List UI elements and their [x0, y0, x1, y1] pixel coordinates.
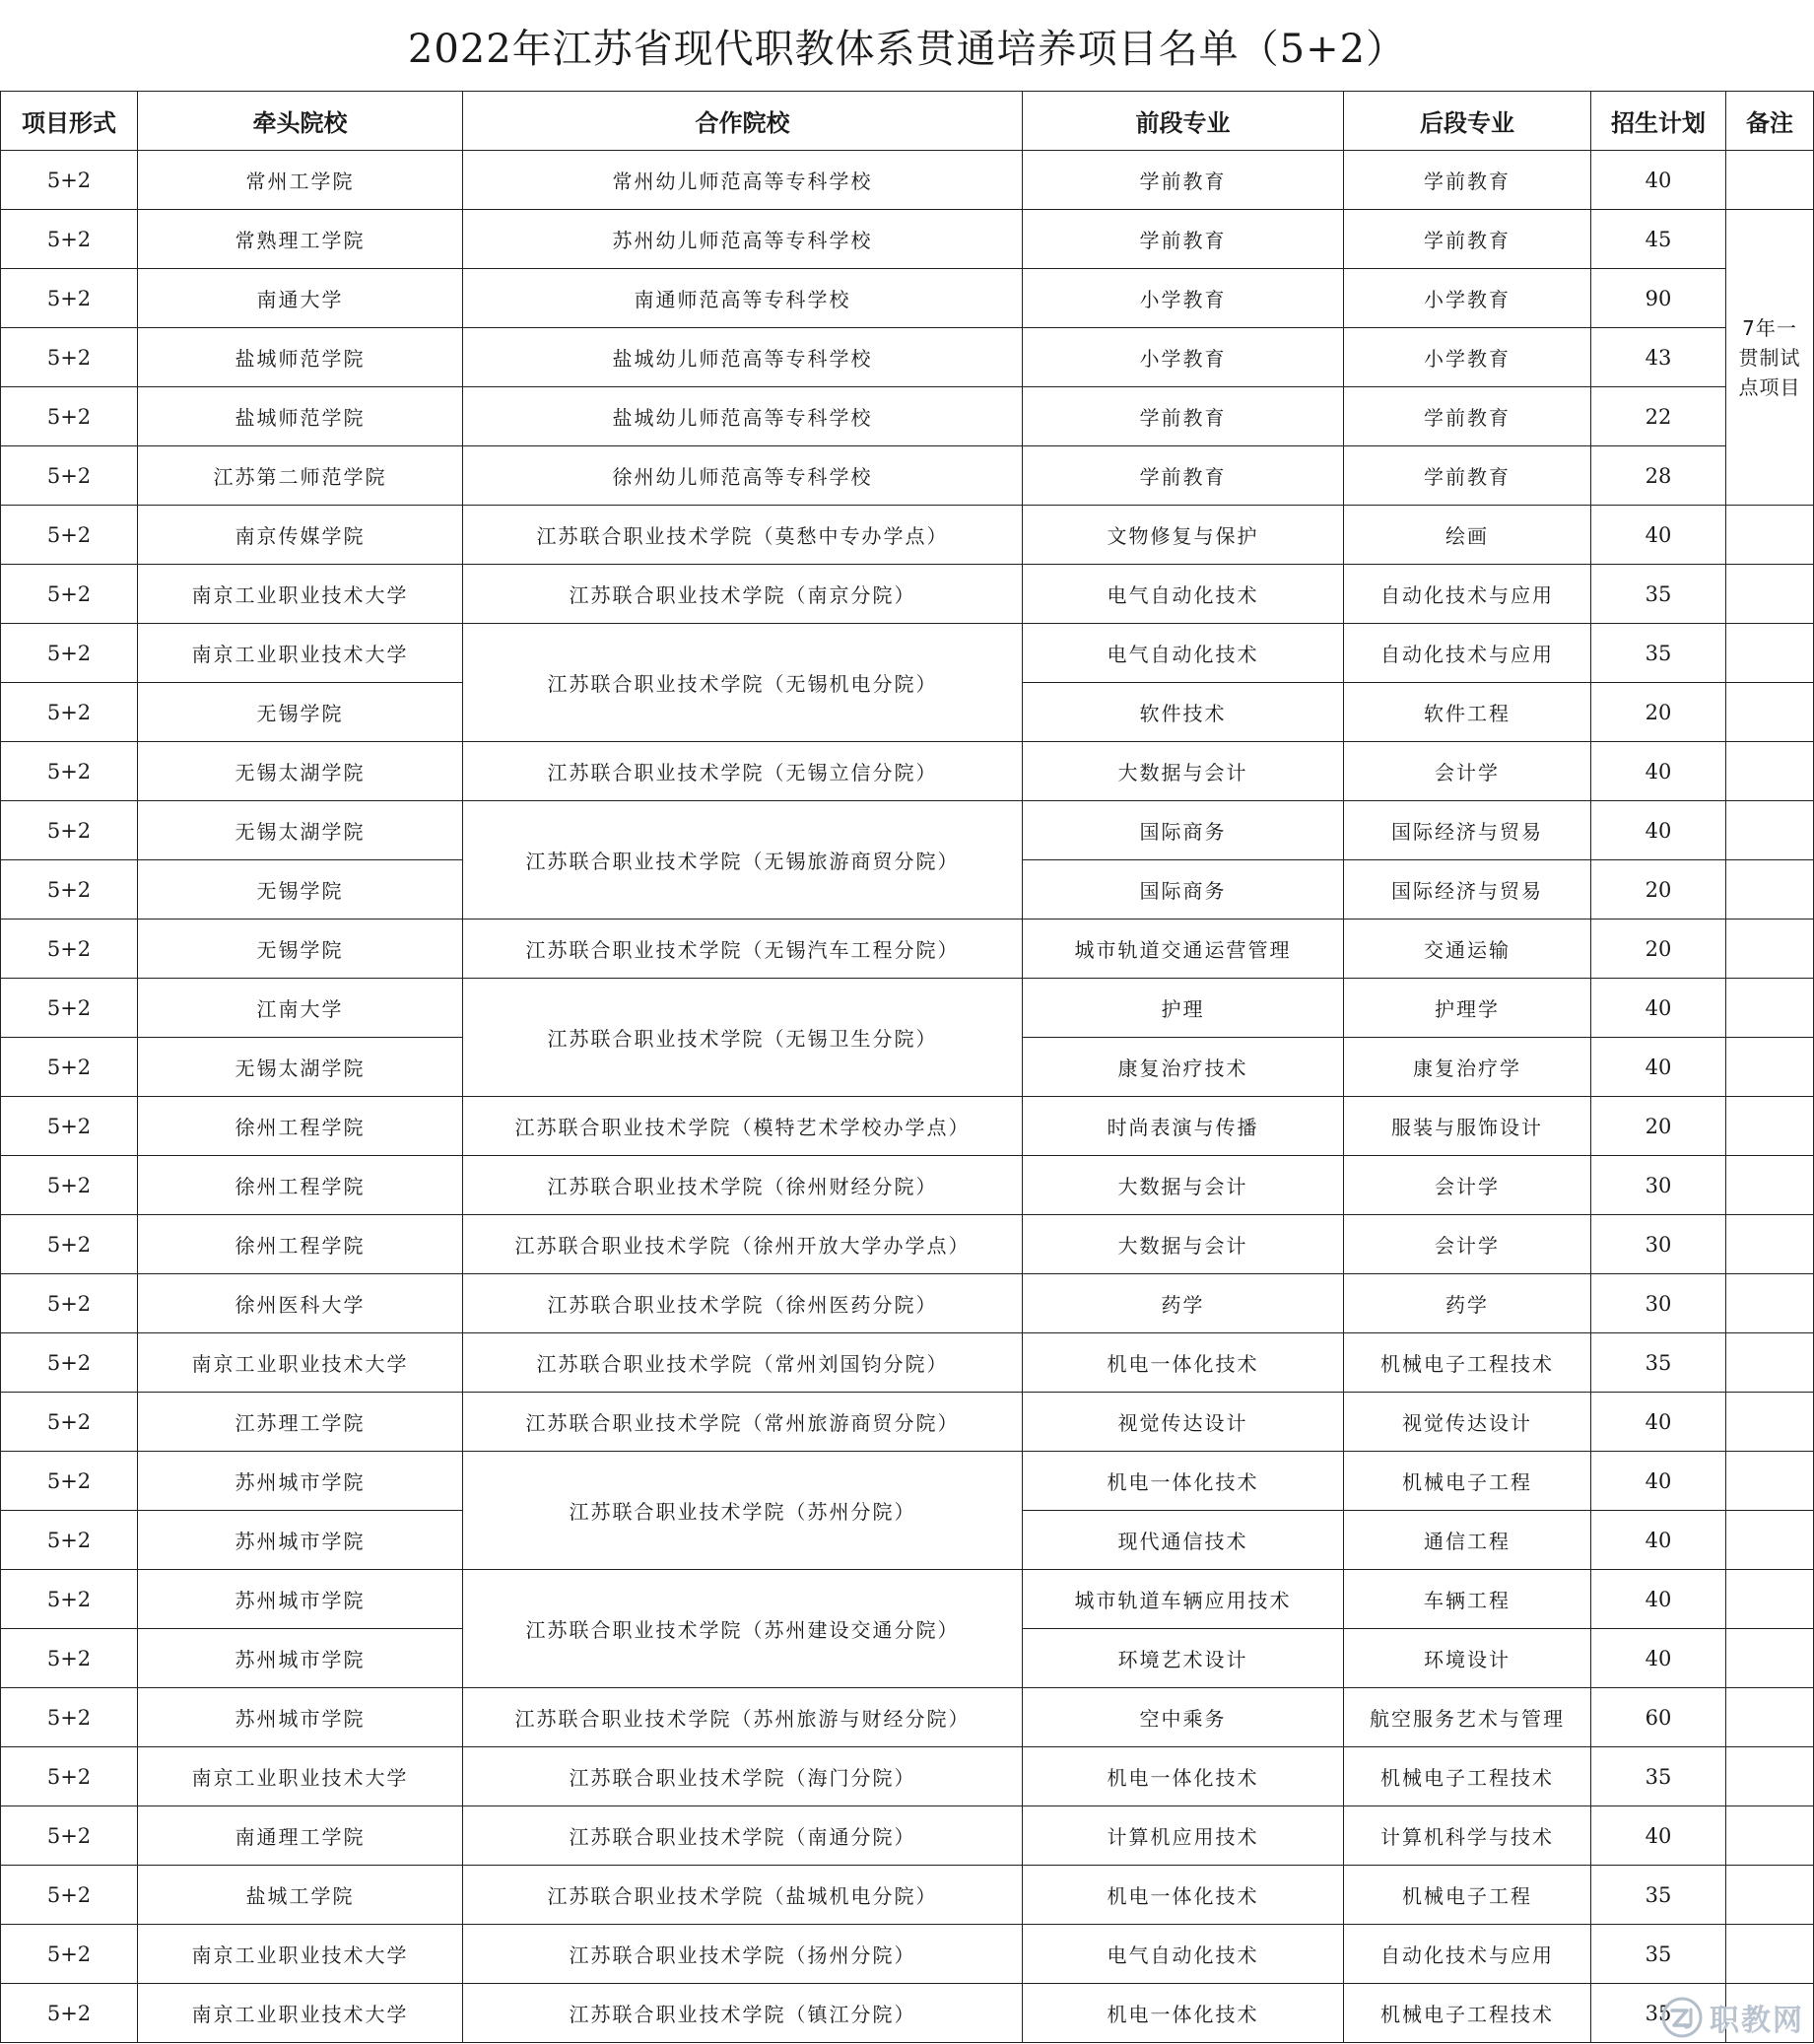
cell-enrollment-plan: 20: [1591, 860, 1726, 920]
cell-remarks-empty: [1726, 1156, 1814, 1215]
table-header-row: [1, 92, 1814, 151]
cell-back-major: 交通运输: [1344, 920, 1591, 979]
cell-front-major: 机电一体化技术: [1023, 1866, 1344, 1925]
cell-form: 5+2: [1, 387, 138, 446]
cell-front-major: 电气自动化技术: [1023, 624, 1344, 683]
cell-enrollment-plan: 20: [1591, 683, 1726, 742]
header-front-major: 前段专业: [1023, 92, 1344, 151]
cell-remarks-empty: [1726, 979, 1814, 1038]
cell-front-major: 电气自动化技术: [1023, 1925, 1344, 1984]
cell-form: 5+2: [1, 979, 138, 1038]
cell-enrollment-plan: 35: [1591, 1925, 1726, 1984]
cell-back-major: 康复治疗学: [1344, 1038, 1591, 1097]
page-title: 2022年江苏省现代职教体系贯通培养项目名单（5+2）: [407, 26, 1407, 72]
cell-enrollment-plan: 22: [1591, 387, 1726, 446]
cell-remarks-empty: [1726, 1452, 1814, 1511]
cell-partner-school: 江苏联合职业技术学院（模特艺术学校办学点）: [463, 1097, 1023, 1156]
cell-lead-school: 无锡学院: [138, 683, 463, 742]
cell-form: 5+2: [1, 860, 138, 920]
table-row: [1, 624, 1814, 683]
cell-partner-school: 江苏联合职业技术学院（南通分院）: [463, 1806, 1023, 1866]
table-row: [1, 1215, 1814, 1274]
cell-back-major: 学前教育: [1344, 151, 1591, 210]
cell-back-major: 护理学: [1344, 979, 1591, 1038]
cell-lead-school: 南京工业职业技术大学: [138, 1747, 463, 1806]
cell-enrollment-plan: 40: [1591, 979, 1726, 1038]
cell-partner-school: 常州幼儿师范高等专科学校: [463, 151, 1023, 210]
cell-back-major: 药学: [1344, 1274, 1591, 1333]
cell-remarks-empty: [1726, 1097, 1814, 1156]
cell-lead-school: 南京传媒学院: [138, 506, 463, 565]
cell-remarks-empty: [1726, 1629, 1814, 1688]
cell-back-major: 学前教育: [1344, 387, 1591, 446]
cell-front-major: 软件技术: [1023, 683, 1344, 742]
cell-partner-school: 江苏联合职业技术学院（徐州医药分院）: [463, 1274, 1023, 1333]
table-row: [1, 328, 1814, 387]
cell-back-major: 绘画: [1344, 506, 1591, 565]
cell-front-major: 国际商务: [1023, 860, 1344, 920]
table-row: [1, 1156, 1814, 1215]
cell-remarks-empty: [1726, 742, 1814, 801]
table-row: [1, 1866, 1814, 1925]
table-row: [1, 1925, 1814, 1984]
table-row: [1, 1806, 1814, 1866]
cell-remarks-empty: [1726, 1511, 1814, 1570]
cell-lead-school: 无锡学院: [138, 920, 463, 979]
cell-back-major: 服装与服饰设计: [1344, 1097, 1591, 1156]
cell-enrollment-plan: 30: [1591, 1156, 1726, 1215]
cell-back-major: 软件工程: [1344, 683, 1591, 742]
cell-back-major: 小学教育: [1344, 328, 1591, 387]
cell-back-major: 会计学: [1344, 1156, 1591, 1215]
cell-enrollment-plan: 30: [1591, 1274, 1726, 1333]
header-partner-school: 合作院校: [463, 92, 1023, 151]
cell-lead-school: 南京工业职业技术大学: [138, 624, 463, 683]
cell-form: 5+2: [1, 1688, 138, 1747]
cell-back-major: 机械电子工程技术: [1344, 1747, 1591, 1806]
cell-partner-school: 江苏联合职业技术学院（无锡旅游商贸分院）: [463, 801, 1023, 920]
cell-form: 5+2: [1, 1393, 138, 1452]
cell-lead-school: 苏州城市学院: [138, 1688, 463, 1747]
cell-lead-school: 常熟理工学院: [138, 210, 463, 269]
header-form: 项目形式: [1, 92, 138, 151]
header-lead-school: 牵头院校: [138, 92, 463, 151]
table-row: [1, 565, 1814, 624]
cell-front-major: 小学教育: [1023, 269, 1344, 328]
table-row: [1, 269, 1814, 328]
cell-remarks-empty: [1726, 683, 1814, 742]
cell-form: 5+2: [1, 1511, 138, 1570]
cell-enrollment-plan: 28: [1591, 446, 1726, 506]
cell-lead-school: 苏州城市学院: [138, 1452, 463, 1511]
cell-enrollment-plan: 20: [1591, 1097, 1726, 1156]
cell-back-major: 国际经济与贸易: [1344, 801, 1591, 860]
cell-form: 5+2: [1, 1925, 138, 1984]
cell-lead-school: 南京工业职业技术大学: [138, 1984, 463, 2043]
cell-front-major: 城市轨道交通运营管理: [1023, 920, 1344, 979]
cell-form: 5+2: [1, 624, 138, 683]
cell-enrollment-plan: 40: [1591, 801, 1726, 860]
cell-lead-school: 常州工学院: [138, 151, 463, 210]
cell-front-major: 学前教育: [1023, 446, 1344, 506]
cell-enrollment-plan: 35: [1591, 1747, 1726, 1806]
cell-back-major: 机械电子工程: [1344, 1866, 1591, 1925]
table-row: [1, 979, 1814, 1038]
cell-remarks-empty: [1726, 1038, 1814, 1097]
cell-back-major: 自动化技术与应用: [1344, 565, 1591, 624]
cell-enrollment-plan: 35: [1591, 1984, 1726, 2043]
cell-form: 5+2: [1, 1806, 138, 1866]
cell-back-major: 会计学: [1344, 1215, 1591, 1274]
cell-back-major: 会计学: [1344, 742, 1591, 801]
cell-form: 5+2: [1, 1866, 138, 1925]
cell-remarks-empty: [1726, 1215, 1814, 1274]
cell-partner-school: 江苏联合职业技术学院（无锡机电分院）: [463, 624, 1023, 742]
cell-front-major: 康复治疗技术: [1023, 1038, 1344, 1097]
cell-back-major: 机械电子工程技术: [1344, 1333, 1591, 1393]
cell-enrollment-plan: 35: [1591, 1333, 1726, 1393]
cell-partner-school: 南通师范高等专科学校: [463, 269, 1023, 328]
cell-back-major: 航空服务艺术与管理: [1344, 1688, 1591, 1747]
cell-enrollment-plan: 40: [1591, 1393, 1726, 1452]
table-row: [1, 1688, 1814, 1747]
header-remarks: 备注: [1726, 92, 1814, 151]
cell-remarks-empty: [1726, 1570, 1814, 1629]
table-row: [1, 387, 1814, 446]
cell-form: 5+2: [1, 565, 138, 624]
cell-remarks-empty: [1726, 920, 1814, 979]
cell-back-major: 环境设计: [1344, 1629, 1591, 1688]
cell-form: 5+2: [1, 1156, 138, 1215]
cell-partner-school: 江苏联合职业技术学院（镇江分院）: [463, 1984, 1023, 2043]
cell-partner-school: 江苏联合职业技术学院（无锡汽车工程分院）: [463, 920, 1023, 979]
cell-enrollment-plan: 40: [1591, 742, 1726, 801]
table-row: [1, 1274, 1814, 1333]
cell-partner-school: 江苏联合职业技术学院（盐城机电分院）: [463, 1866, 1023, 1925]
cell-enrollment-plan: 20: [1591, 920, 1726, 979]
cell-remarks-empty: [1726, 1274, 1814, 1333]
cell-lead-school: 无锡太湖学院: [138, 742, 463, 801]
cell-partner-school: 江苏联合职业技术学院（常州旅游商贸分院）: [463, 1393, 1023, 1452]
watermark: [1660, 1995, 1804, 2040]
cell-lead-school: 苏州城市学院: [138, 1511, 463, 1570]
cell-form: 5+2: [1, 269, 138, 328]
cell-partner-school: 江苏联合职业技术学院（徐州财经分院）: [463, 1156, 1023, 1215]
cell-lead-school: 南京工业职业技术大学: [138, 1333, 463, 1393]
cell-enrollment-plan: 43: [1591, 328, 1726, 387]
table-row: [1, 506, 1814, 565]
zj-logo-icon: [1660, 1996, 1704, 2039]
table-row: [1, 742, 1814, 801]
cell-form: 5+2: [1, 1570, 138, 1629]
cell-back-major: 车辆工程: [1344, 1570, 1591, 1629]
cell-partner-school: 江苏联合职业技术学院（海门分院）: [463, 1747, 1023, 1806]
table-row: [1, 920, 1814, 979]
cell-front-major: 文物修复与保护: [1023, 506, 1344, 565]
cell-lead-school: 徐州医科大学: [138, 1274, 463, 1333]
cell-partner-school: 江苏联合职业技术学院（无锡卫生分院）: [463, 979, 1023, 1097]
cell-partner-school: 江苏联合职业技术学院（莫愁中专办学点）: [463, 506, 1023, 565]
cell-front-major: 学前教育: [1023, 151, 1344, 210]
cell-enrollment-plan: 40: [1591, 1629, 1726, 1688]
cell-remarks-empty: [1726, 1866, 1814, 1925]
cell-lead-school: 江南大学: [138, 979, 463, 1038]
cell-enrollment-plan: 35: [1591, 1866, 1726, 1925]
cell-back-major: 国际经济与贸易: [1344, 860, 1591, 920]
table-row: [1, 446, 1814, 506]
cell-lead-school: 南通大学: [138, 269, 463, 328]
cell-back-major: 自动化技术与应用: [1344, 624, 1591, 683]
cell-enrollment-plan: 45: [1591, 210, 1726, 269]
cell-front-major: 大数据与会计: [1023, 1156, 1344, 1215]
cell-enrollment-plan: 60: [1591, 1688, 1726, 1747]
cell-remarks-note: 7年一贯制试点项目: [1726, 210, 1814, 506]
cell-lead-school: 南京工业职业技术大学: [138, 565, 463, 624]
cell-front-major: 护理: [1023, 979, 1344, 1038]
cell-remarks-empty: [1726, 1688, 1814, 1747]
cell-partner-school: 徐州幼儿师范高等专科学校: [463, 446, 1023, 506]
cell-enrollment-plan: 40: [1591, 151, 1726, 210]
cell-back-major: 机械电子工程技术: [1344, 1984, 1591, 2043]
cell-front-major: 小学教育: [1023, 328, 1344, 387]
cell-lead-school: 苏州城市学院: [138, 1629, 463, 1688]
cell-lead-school: 江苏理工学院: [138, 1393, 463, 1452]
cell-enrollment-plan: 40: [1591, 506, 1726, 565]
cell-enrollment-plan: 35: [1591, 565, 1726, 624]
cell-enrollment-plan: 35: [1591, 624, 1726, 683]
cell-partner-school: 江苏联合职业技术学院（无锡立信分院）: [463, 742, 1023, 801]
cell-back-major: 视觉传达设计: [1344, 1393, 1591, 1452]
cell-enrollment-plan: 40: [1591, 1452, 1726, 1511]
cell-back-major: 机械电子工程: [1344, 1452, 1591, 1511]
cell-enrollment-plan: 90: [1591, 269, 1726, 328]
cell-lead-school: 无锡太湖学院: [138, 1038, 463, 1097]
header-back-major: 后段专业: [1344, 92, 1591, 151]
cell-remarks-empty: [1726, 151, 1814, 210]
cell-remarks-empty: [1726, 565, 1814, 624]
cell-front-major: 视觉传达设计: [1023, 1393, 1344, 1452]
cell-front-major: 学前教育: [1023, 210, 1344, 269]
cell-lead-school: 徐州工程学院: [138, 1097, 463, 1156]
cell-front-major: 大数据与会计: [1023, 1215, 1344, 1274]
program-table: [0, 91, 1814, 2043]
cell-form: 5+2: [1, 801, 138, 860]
cell-remarks-empty: [1726, 1925, 1814, 1984]
cell-lead-school: 徐州工程学院: [138, 1156, 463, 1215]
cell-front-major: 机电一体化技术: [1023, 1984, 1344, 2043]
cell-front-major: 空中乘务: [1023, 1688, 1344, 1747]
cell-form: 5+2: [1, 1215, 138, 1274]
cell-front-major: 药学: [1023, 1274, 1344, 1333]
cell-form: 5+2: [1, 1333, 138, 1393]
cell-remarks-empty: [1726, 1747, 1814, 1806]
cell-lead-school: 无锡学院: [138, 860, 463, 920]
cell-enrollment-plan: 30: [1591, 1215, 1726, 1274]
table-row: [1, 801, 1814, 860]
cell-front-major: 现代通信技术: [1023, 1511, 1344, 1570]
cell-form: 5+2: [1, 1038, 138, 1097]
cell-remarks-empty: [1726, 624, 1814, 683]
cell-partner-school: 江苏联合职业技术学院（徐州开放大学办学点）: [463, 1215, 1023, 1274]
cell-partner-school: 盐城幼儿师范高等专科学校: [463, 328, 1023, 387]
cell-front-major: 学前教育: [1023, 387, 1344, 446]
cell-remarks-empty: [1726, 506, 1814, 565]
table-row: [1, 1333, 1814, 1393]
cell-front-major: 机电一体化技术: [1023, 1452, 1344, 1511]
cell-front-major: 计算机应用技术: [1023, 1806, 1344, 1866]
table-row: [1, 1747, 1814, 1806]
cell-form: 5+2: [1, 920, 138, 979]
cell-front-major: 国际商务: [1023, 801, 1344, 860]
table-row: [1, 1097, 1814, 1156]
cell-front-major: 机电一体化技术: [1023, 1747, 1344, 1806]
cell-form: 5+2: [1, 1747, 138, 1806]
cell-lead-school: 江苏第二师范学院: [138, 446, 463, 506]
cell-lead-school: 南通理工学院: [138, 1806, 463, 1866]
cell-front-major: 环境艺术设计: [1023, 1629, 1344, 1688]
cell-partner-school: 江苏联合职业技术学院（南京分院）: [463, 565, 1023, 624]
table-row: [1, 1393, 1814, 1452]
cell-form: 5+2: [1, 151, 138, 210]
cell-lead-school: 盐城师范学院: [138, 387, 463, 446]
cell-partner-school: 苏州幼儿师范高等专科学校: [463, 210, 1023, 269]
cell-remarks-empty: [1726, 1806, 1814, 1866]
cell-form: 5+2: [1, 210, 138, 269]
table-row: [1, 1984, 1814, 2043]
cell-form: 5+2: [1, 328, 138, 387]
cell-front-major: 大数据与会计: [1023, 742, 1344, 801]
cell-back-major: 自动化技术与应用: [1344, 1925, 1591, 1984]
cell-remarks-empty: [1726, 860, 1814, 920]
cell-front-major: 时尚表演与传播: [1023, 1097, 1344, 1156]
table-row: [1, 210, 1814, 269]
cell-form: 5+2: [1, 742, 138, 801]
cell-lead-school: 徐州工程学院: [138, 1215, 463, 1274]
cell-enrollment-plan: 40: [1591, 1511, 1726, 1570]
cell-form: 5+2: [1, 1984, 138, 2043]
watermark-text: 职教网: [1710, 2004, 1804, 2038]
cell-back-major: 计算机科学与技术: [1344, 1806, 1591, 1866]
cell-partner-school: 江苏联合职业技术学院（常州刘国钧分院）: [463, 1333, 1023, 1393]
table-row: [1, 1452, 1814, 1511]
cell-form: 5+2: [1, 683, 138, 742]
cell-back-major: 学前教育: [1344, 210, 1591, 269]
cell-lead-school: 苏州城市学院: [138, 1570, 463, 1629]
cell-lead-school: 南京工业职业技术大学: [138, 1925, 463, 1984]
cell-partner-school: 江苏联合职业技术学院（扬州分院）: [463, 1925, 1023, 1984]
cell-remarks-empty: [1726, 1393, 1814, 1452]
cell-enrollment-plan: 40: [1591, 1806, 1726, 1866]
cell-back-major: 通信工程: [1344, 1511, 1591, 1570]
cell-partner-school: 江苏联合职业技术学院（苏州旅游与财经分院）: [463, 1688, 1023, 1747]
cell-front-major: 机电一体化技术: [1023, 1333, 1344, 1393]
cell-form: 5+2: [1, 1097, 138, 1156]
cell-lead-school: 无锡太湖学院: [138, 801, 463, 860]
cell-enrollment-plan: 40: [1591, 1038, 1726, 1097]
cell-partner-school: 盐城幼儿师范高等专科学校: [463, 387, 1023, 446]
cell-form: 5+2: [1, 506, 138, 565]
cell-form: 5+2: [1, 1629, 138, 1688]
cell-front-major: 城市轨道车辆应用技术: [1023, 1570, 1344, 1629]
table-row: [1, 1570, 1814, 1629]
cell-front-major: 电气自动化技术: [1023, 565, 1344, 624]
cell-partner-school: 江苏联合职业技术学院（苏州分院）: [463, 1452, 1023, 1570]
cell-enrollment-plan: 40: [1591, 1570, 1726, 1629]
cell-remarks-empty: [1726, 1333, 1814, 1393]
cell-lead-school: 盐城工学院: [138, 1866, 463, 1925]
cell-back-major: 学前教育: [1344, 446, 1591, 506]
cell-form: 5+2: [1, 1274, 138, 1333]
cell-form: 5+2: [1, 446, 138, 506]
cell-back-major: 小学教育: [1344, 269, 1591, 328]
cell-lead-school: 盐城师范学院: [138, 328, 463, 387]
cell-remarks-empty: [1726, 801, 1814, 860]
header-enrollment-plan: 招生计划: [1591, 92, 1726, 151]
cell-partner-school: 江苏联合职业技术学院（苏州建设交通分院）: [463, 1570, 1023, 1688]
cell-form: 5+2: [1, 1452, 138, 1511]
table-row: [1, 151, 1814, 210]
